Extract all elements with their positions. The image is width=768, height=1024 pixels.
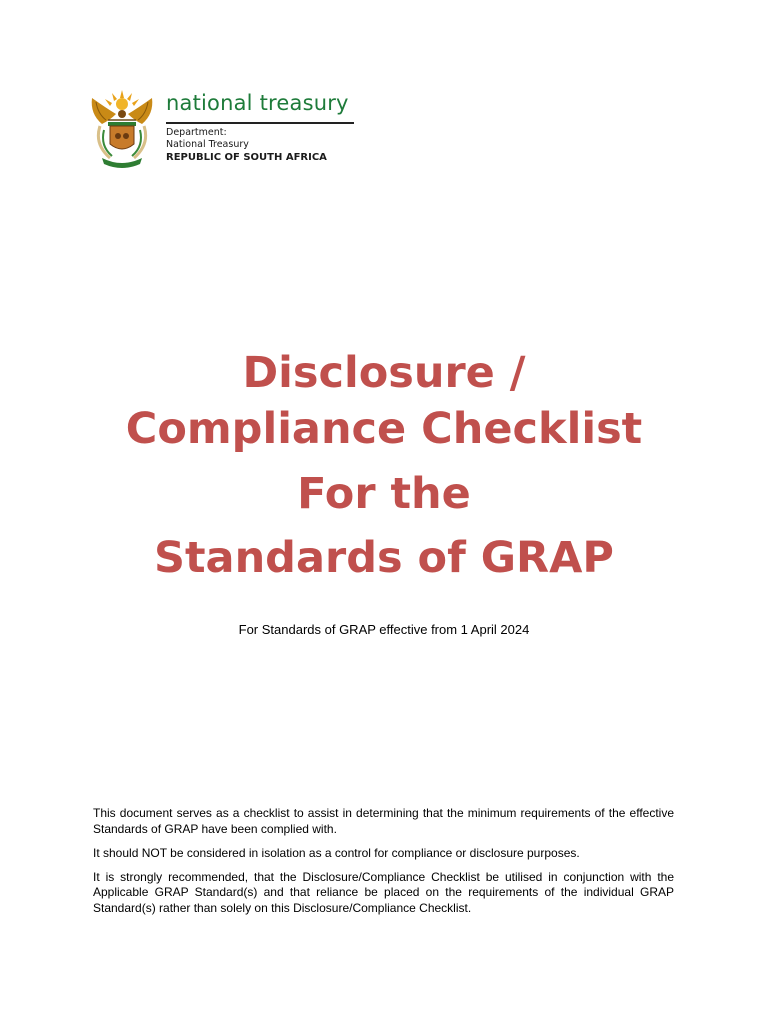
effective-date-subtitle: For Standards of GRAP effective from 1 April 2024	[238, 622, 530, 637]
title-line-2: Compliance Checklist	[125, 404, 643, 454]
logo-text-group	[166, 90, 354, 164]
title-line-4: Standards of GRAP	[154, 533, 614, 583]
disclaimer-paragraph-1: This document serves as a checklist to assist in determining that the minimum requirements of the effective Standards of GRAP have been complied with.	[93, 806, 674, 836]
department-label: Department:	[166, 126, 227, 138]
disclaimer-paragraph-2: It should NOT be considered in isolation as a control for compliance or disclosure purposes.	[93, 845, 580, 860]
disclaimer-paragraph-3: It is strongly recommended, that the Disclosure/Compliance Checklist be utilised in conjunction with the Applicable GRAP Standard(s) and that reliance be placed on the requirements of the individual GRAP Standard(s) rather than solely on this Disclosure/Compliance Checklist.	[93, 869, 674, 915]
disclaimer-section	[93, 806, 674, 925]
title-line-3: For the	[297, 469, 471, 519]
country-name: REPUBLIC OF SOUTH AFRICA	[166, 151, 327, 163]
brand-name: national treasury	[166, 91, 349, 115]
national-treasury-logo	[86, 84, 366, 174]
coat-of-arms-icon	[86, 84, 158, 170]
brand-divider	[166, 122, 354, 124]
title-line-1: Disclosure /	[242, 348, 526, 398]
department-name: National Treasury	[166, 139, 249, 150]
